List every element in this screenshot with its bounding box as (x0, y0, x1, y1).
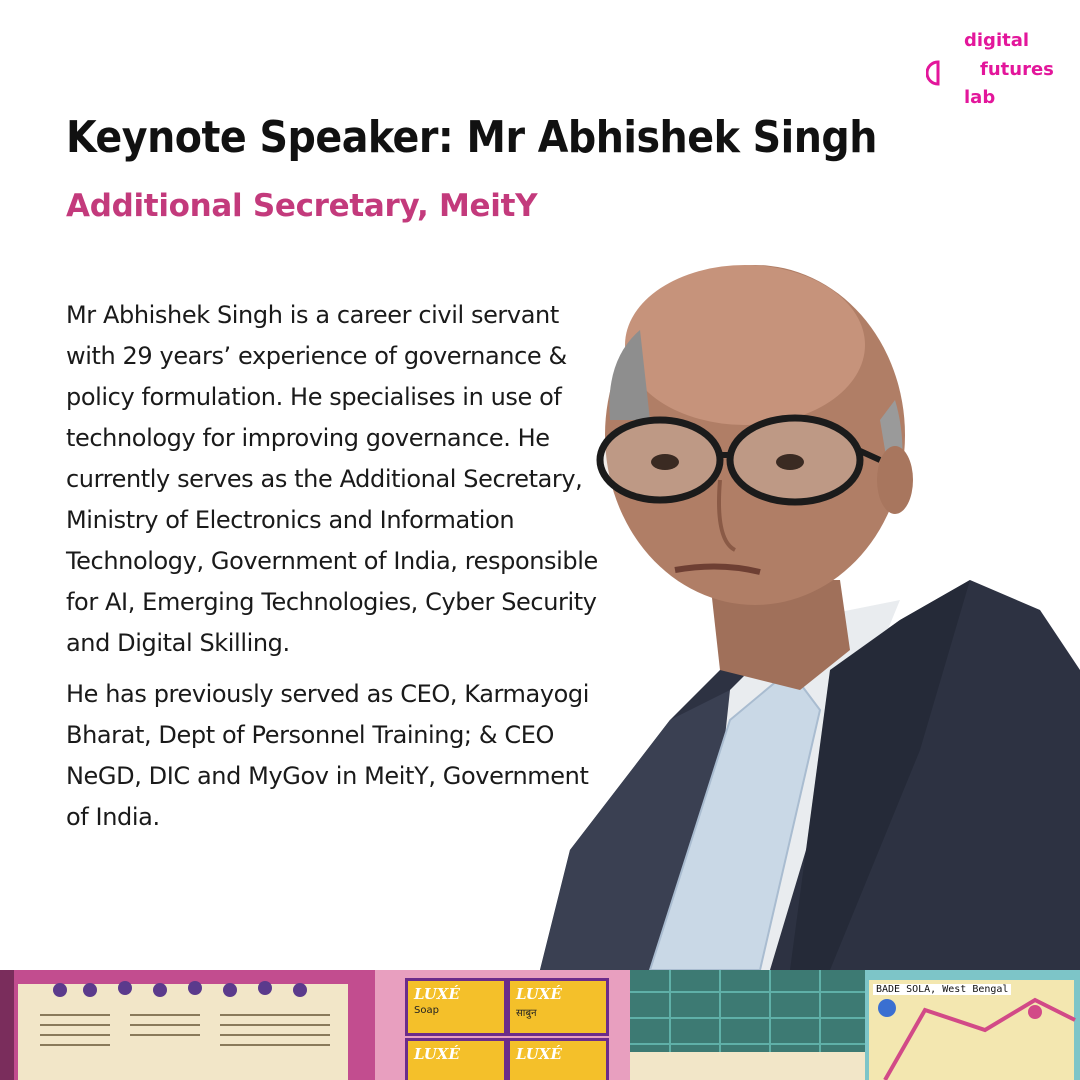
luxe-sub: साबुन (516, 1008, 537, 1019)
digital-futures-lab-logo (926, 30, 1066, 110)
luxe-card (405, 978, 507, 1036)
luxe-brand: LUXÉ (414, 1045, 460, 1063)
luxe-brand: LUXÉ (516, 985, 562, 1003)
luxe-sub: Soap (414, 1005, 439, 1016)
bio-paragraph: He has previously served as CEO, Karmayogi Bharat, Dept of Personnel Training; & CEO NeGD, DIC and MyGov in MeitY, Government of India. (66, 680, 590, 831)
illustration-people-document (0, 970, 375, 1080)
speaker-role: Additional Secretary, MeitY (66, 188, 538, 224)
illustration-luxe-ads (375, 970, 630, 1080)
illustration-map (865, 970, 1080, 1080)
bio-paragraph: Mr Abhishek Singh is a career civil servant with 29 years’ experience of governance & policy formulation. He specialises in use of technology for improving governance. He currently serves as the Additional Secretary, Ministry of Electronics and Information Technology, Government of India, responsible for AI, Emerging Technologies, Cyber Security and Digital Skilling. (66, 301, 598, 657)
luxe-card (507, 978, 609, 1036)
script-grid-art (630, 970, 865, 1080)
logo-word-futures: futures (980, 59, 1054, 80)
luxe-brand: LUXÉ (516, 1045, 562, 1063)
map-location-label: BADE SOLA, West Bengal (873, 984, 1011, 995)
people-document-art (0, 970, 375, 1080)
luxe-card (405, 1038, 507, 1080)
speaker-bio (66, 295, 606, 848)
illustration-script-grid (630, 970, 865, 1080)
logo-mark-icon (926, 60, 950, 86)
luxe-brand: LUXÉ (414, 985, 460, 1003)
luxe-card (507, 1038, 609, 1080)
page-title: Keynote Speaker: Mr Abhishek Singh (66, 112, 877, 163)
illustration-strip (0, 970, 1080, 1080)
logo-word-lab: lab (964, 87, 996, 108)
logo-word-digital: digital (964, 30, 1030, 51)
